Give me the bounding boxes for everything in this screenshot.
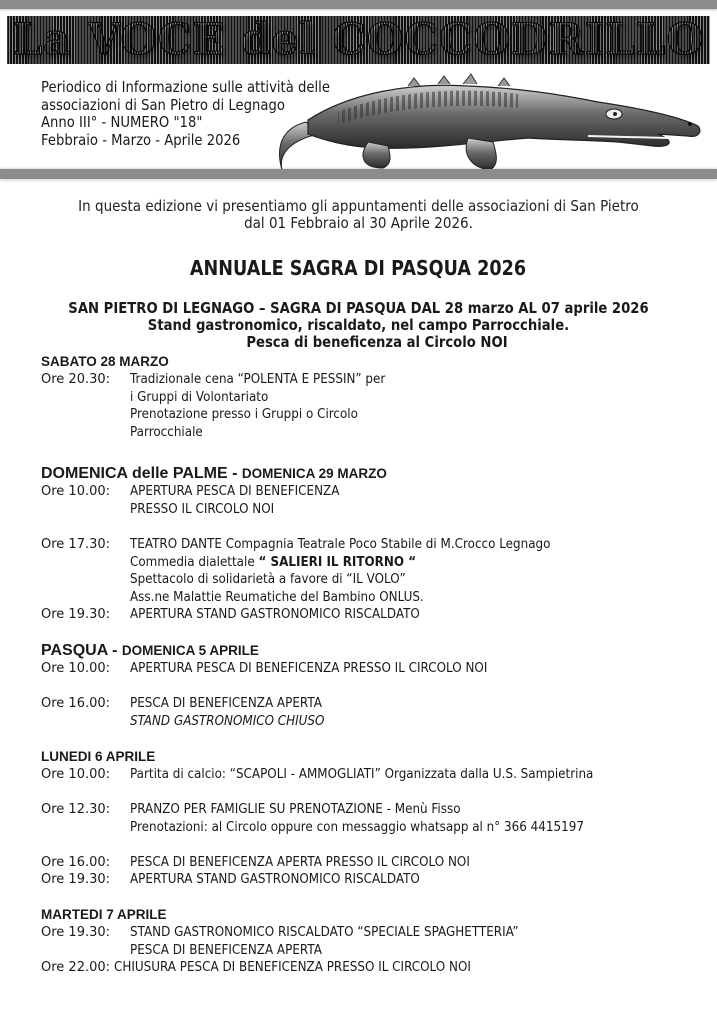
day-heading: MARTEDI 7 APRILE — [41, 907, 167, 923]
entry-text: TEATRO DANTE Compagnia Teatrale Poco Stabile di M.Crocco Legnago — [130, 537, 551, 553]
day-heading: DOMENICA delle PALME - DOMENICA 29 MARZO — [41, 465, 387, 483]
entry-time: Ore 20.30: — [41, 372, 111, 387]
entry-text: Prenotazioni: al Circolo oppure con messaggio whatsapp al n° 366 4415197 — [130, 819, 584, 835]
play-title: “ SALIERI IL RITORNO “ — [258, 554, 417, 570]
entry-text: PESCA DI BENEFICENZA APERTA — [130, 942, 322, 958]
entry-text: STAND GASTRONOMICO RISCALDATO “SPECIALE SPAGHETTERIA” — [130, 925, 519, 941]
intro-line: dal 01 Febbraio al 30 Aprile 2026. — [244, 214, 473, 232]
info-line: Anno III° - NUMERO "18" — [41, 113, 203, 131]
day-heading: SABATO 28 MARZO — [41, 354, 169, 369]
schedule-entry — [41, 536, 701, 606]
info-line: Febbraio - Marzo - Aprile 2026 — [41, 130, 241, 149]
schedule-entry — [41, 660, 701, 678]
schedule-entry — [41, 371, 701, 441]
entry-time: Ore 19.30: — [41, 872, 111, 888]
schedule-entry — [41, 924, 701, 959]
entry-time: Ore 16.00: — [41, 696, 111, 712]
page-title: ANNUALE SAGRA DI PASQUA 2026 — [190, 256, 527, 280]
subtitle-line: SAN PIETRO DI LEGNAGO – SAGRA DI PASQUA DAL 28 marzo AL 07 aprile 2026 — [68, 299, 649, 317]
schedule-entry — [41, 801, 701, 836]
entry-text: Tradizionale cena “POLENTA E PESSIN” per — [130, 372, 386, 387]
entry-text: Prenotazione presso i Gruppi o Circolo — [130, 407, 358, 423]
info-line: Periodico di Informazione sulle attività delle — [41, 78, 330, 96]
schedule-entry — [41, 766, 701, 784]
event-schedule — [41, 353, 701, 977]
entry-text: Spettacolo di solidarietà a favore di “IL VOLO” — [130, 572, 406, 588]
event-subtitle — [0, 300, 717, 351]
entry-text: Commedia dialettale “ SALIERI IL RITORNO “ — [130, 554, 417, 570]
entry-text: APERTURA STAND GASTRONOMICO RISCALDATO — [130, 607, 420, 623]
schedule-entry — [41, 606, 701, 624]
subtitle-line: Pesca di beneficenza al Circolo NOI — [246, 333, 508, 351]
entry-text: CHIUSURA PESCA DI BENEFICENZA PRESSO IL CIRCOLO NOI — [114, 960, 471, 976]
day-heading: LUNEDI 6 APRILE — [41, 748, 156, 764]
crocodile-illustration — [258, 72, 708, 172]
entry-text: PESCA DI BENEFICENZA APERTA PRESSO IL CIRCOLO NOI — [130, 854, 470, 870]
header-divider-bar — [0, 169, 717, 179]
entry-time: Ore 19.30: — [41, 607, 111, 623]
info-line: associazioni di San Pietro di Legnago — [41, 95, 285, 114]
masthead-title: La VOCE del COCCODRILLO — [7, 16, 710, 64]
top-bar — [0, 0, 717, 9]
entry-text: Parrocchiale — [130, 424, 203, 440]
entry-text: STAND GASTRONOMICO CHIUSO — [130, 713, 325, 729]
entry-time: Ore 10.00: — [41, 766, 111, 782]
schedule-entry — [41, 959, 701, 977]
entry-time: Ore 16.00: — [41, 854, 111, 870]
entry-time: Ore 17.30: — [41, 537, 111, 553]
schedule-entry — [41, 854, 701, 872]
schedule-entry — [41, 695, 701, 730]
entry-time: Ore 19.30: — [41, 925, 111, 941]
entry-text: Ass.ne Malattie Reumatiche del Bambino ONLUS. — [130, 589, 424, 605]
entry-time: Ore 12.30: — [41, 801, 111, 817]
intro-text — [0, 198, 717, 232]
entry-text: APERTURA PESCA DI BENEFICENZA — [130, 484, 340, 500]
subtitle-line: Stand gastronomico, riscaldato, nel campo Parrocchiale. — [147, 316, 570, 334]
entry-time: Ore 22.00: — [41, 960, 111, 976]
entry-text: APERTURA STAND GASTRONOMICO RISCALDATO — [130, 872, 420, 888]
entry-text: PESCA DI BENEFICENZA APERTA — [130, 696, 322, 712]
schedule-entry — [41, 483, 701, 518]
day-heading: PASQUA - DOMENICA 5 APRILE — [41, 642, 259, 660]
schedule-entry — [41, 871, 701, 889]
entry-text: i Gruppi di Volontariato — [130, 389, 269, 405]
entry-text: APERTURA PESCA DI BENEFICENZA PRESSO IL CIRCOLO NOI — [130, 661, 488, 677]
entry-text: Partita di calcio: “SCAPOLI - AMMOGLIATI” Organizzata dalla U.S. Sampietrina — [130, 766, 594, 782]
intro-line: In questa edizione vi presentiamo gli appuntamenti delle associazioni di San Pietro — [78, 197, 639, 215]
entry-text: PRANZO PER FAMIGLIE SU PRENOTAZIONE - Menù Fisso — [130, 801, 461, 817]
entry-time: Ore 10.00: — [41, 484, 111, 500]
entry-text: PRESSO IL CIRCOLO NOI — [130, 501, 275, 517]
entry-time: Ore 10.00: — [41, 661, 111, 677]
